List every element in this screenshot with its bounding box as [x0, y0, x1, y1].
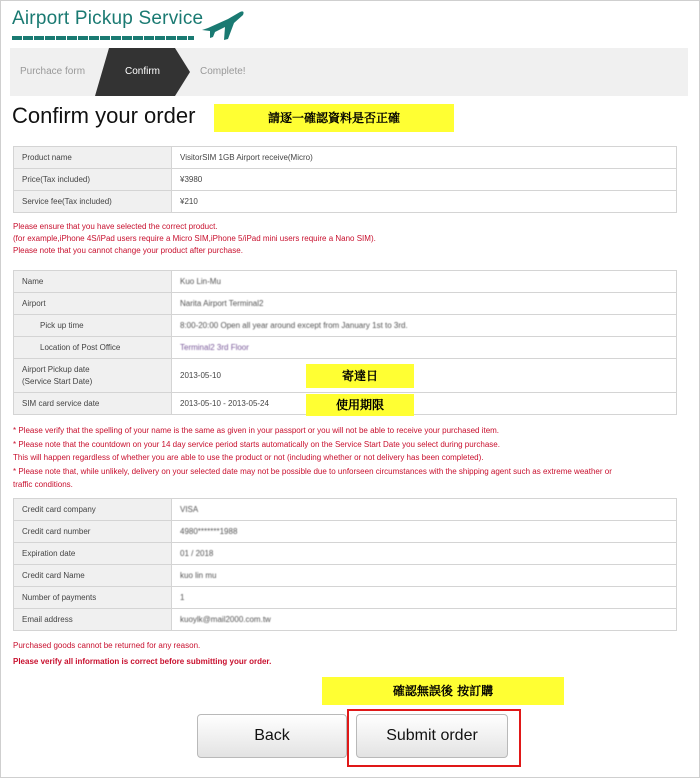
no-return-notice: Purchased goods cannot be returned for any reason. [13, 641, 201, 650]
warning-line: * Please verify that the spelling of your name is the same as given in your passport or you will not be able to receive your purchased item. [13, 426, 500, 435]
step-purchase-form: Purchace form [20, 66, 86, 77]
card-company-value: VISA [180, 505, 199, 514]
airport-label: Airport [14, 293, 172, 315]
site-logo[interactable] [12, 6, 252, 42]
card-number-value: 4980*******1988 [180, 527, 238, 536]
table-row [14, 271, 677, 293]
step-complete: Complete! [200, 66, 246, 77]
product-name-label: Product name [14, 147, 172, 169]
product-name-value: VisitorSIM 1GB Airport receive(Micro) [172, 147, 677, 169]
card-name-label: Credit card Name [14, 565, 172, 587]
warning-line: * Please note that the countdown on your 14 day service period starts automatically on the Service Start Date you select during purchase. [13, 439, 500, 449]
product-warnings [13, 221, 376, 257]
warning-line: (for example,iPhone 4S/iPad users require a Micro SIM,iPhone 5/iPad mini users require a Nano SIM). [13, 234, 376, 243]
table-row [14, 293, 677, 315]
airport-value: Narita Airport Terminal2 [180, 299, 264, 308]
back-button[interactable]: Back [197, 714, 347, 758]
price-value: ¥3980 [172, 169, 677, 191]
table-row [14, 191, 677, 213]
note-verify-each: 請逐一確認資料是否正確 [214, 104, 454, 132]
table-row [14, 521, 677, 543]
expiration-label: Expiration date [14, 543, 172, 565]
table-row [14, 499, 677, 521]
location-value: Terminal2 3rd Floor [180, 343, 249, 352]
page-title: Confirm your order [12, 103, 196, 128]
warning-line: traffic conditions. [13, 480, 73, 489]
expiration-value: 01 / 2018 [180, 549, 214, 558]
service-date-value: 2013-05-10 - 2013-05-24 [172, 393, 677, 415]
pickup-time-label: Pick up time [14, 315, 172, 337]
product-table [13, 146, 677, 213]
payment-table [13, 498, 677, 631]
table-row [14, 543, 677, 565]
table-row [14, 337, 677, 359]
service-date-label: SIM card service date [14, 393, 172, 415]
logo-underline [12, 36, 194, 40]
email-label: Email address [14, 609, 172, 631]
note-delivery-date: 寄達日 [306, 364, 414, 388]
note-usage-period: 使用期限 [306, 394, 414, 416]
table-row [14, 169, 677, 191]
progress-steps [10, 48, 688, 96]
price-label: Price(Tax included) [14, 169, 172, 191]
warning-line: This will happen regardless of whether you are able to use the product or not (including whether or not delivery has been completed). [13, 453, 484, 462]
card-number-label: Credit card number [14, 521, 172, 543]
service-fee-value: ¥210 [172, 191, 677, 213]
table-row [14, 587, 677, 609]
name-label: Name [14, 271, 172, 293]
table-row [14, 609, 677, 631]
service-fee-label: Service fee(Tax included) [14, 191, 172, 213]
location-label: Location of Post Office [14, 337, 172, 359]
pickup-warnings [13, 424, 689, 492]
payments-label: Number of payments [14, 587, 172, 609]
logo-text: Airport Pickup Service [12, 8, 204, 29]
pickup-date-label-line1: Airport Pickup date [22, 364, 90, 374]
table-row [14, 565, 677, 587]
pickup-date-label [14, 359, 172, 393]
airplane-icon [198, 6, 246, 44]
pickup-time-value: 8:00-20:00 Open all year around except from January 1st to 3rd. [180, 321, 408, 330]
name-value: Kuo Lin-Mu [180, 277, 221, 286]
card-company-label: Credit card company [14, 499, 172, 521]
pickup-date-value: 2013-05-10 [172, 359, 677, 393]
table-row [14, 315, 677, 337]
note-confirm-submit: 確認無誤後 按訂購 [322, 677, 564, 705]
step-confirm-label: Confirm [125, 66, 161, 77]
warning-line: * Please note that, while unlikely, delivery on your selected date may not be possible due to unforseen circumstances with the shipping agent such as extreme weather or [13, 466, 612, 476]
warning-line: Please ensure that you have selected the correct product. [13, 222, 218, 231]
table-row [14, 147, 677, 169]
card-name-value: kuo lin mu [180, 571, 217, 580]
pickup-date-label-line2: (Service Start Date) [22, 376, 93, 386]
warning-line: Please note that you cannot change your product after purchase. [13, 246, 243, 255]
email-value: kuoylk@mail2000.com.tw [180, 615, 271, 624]
verify-all-notice: Please verify all information is correct before submitting your order. [13, 657, 272, 666]
submit-order-button[interactable]: Submit order [356, 714, 508, 758]
step-confirm-active [95, 48, 190, 96]
payments-value: 1 [180, 593, 185, 602]
